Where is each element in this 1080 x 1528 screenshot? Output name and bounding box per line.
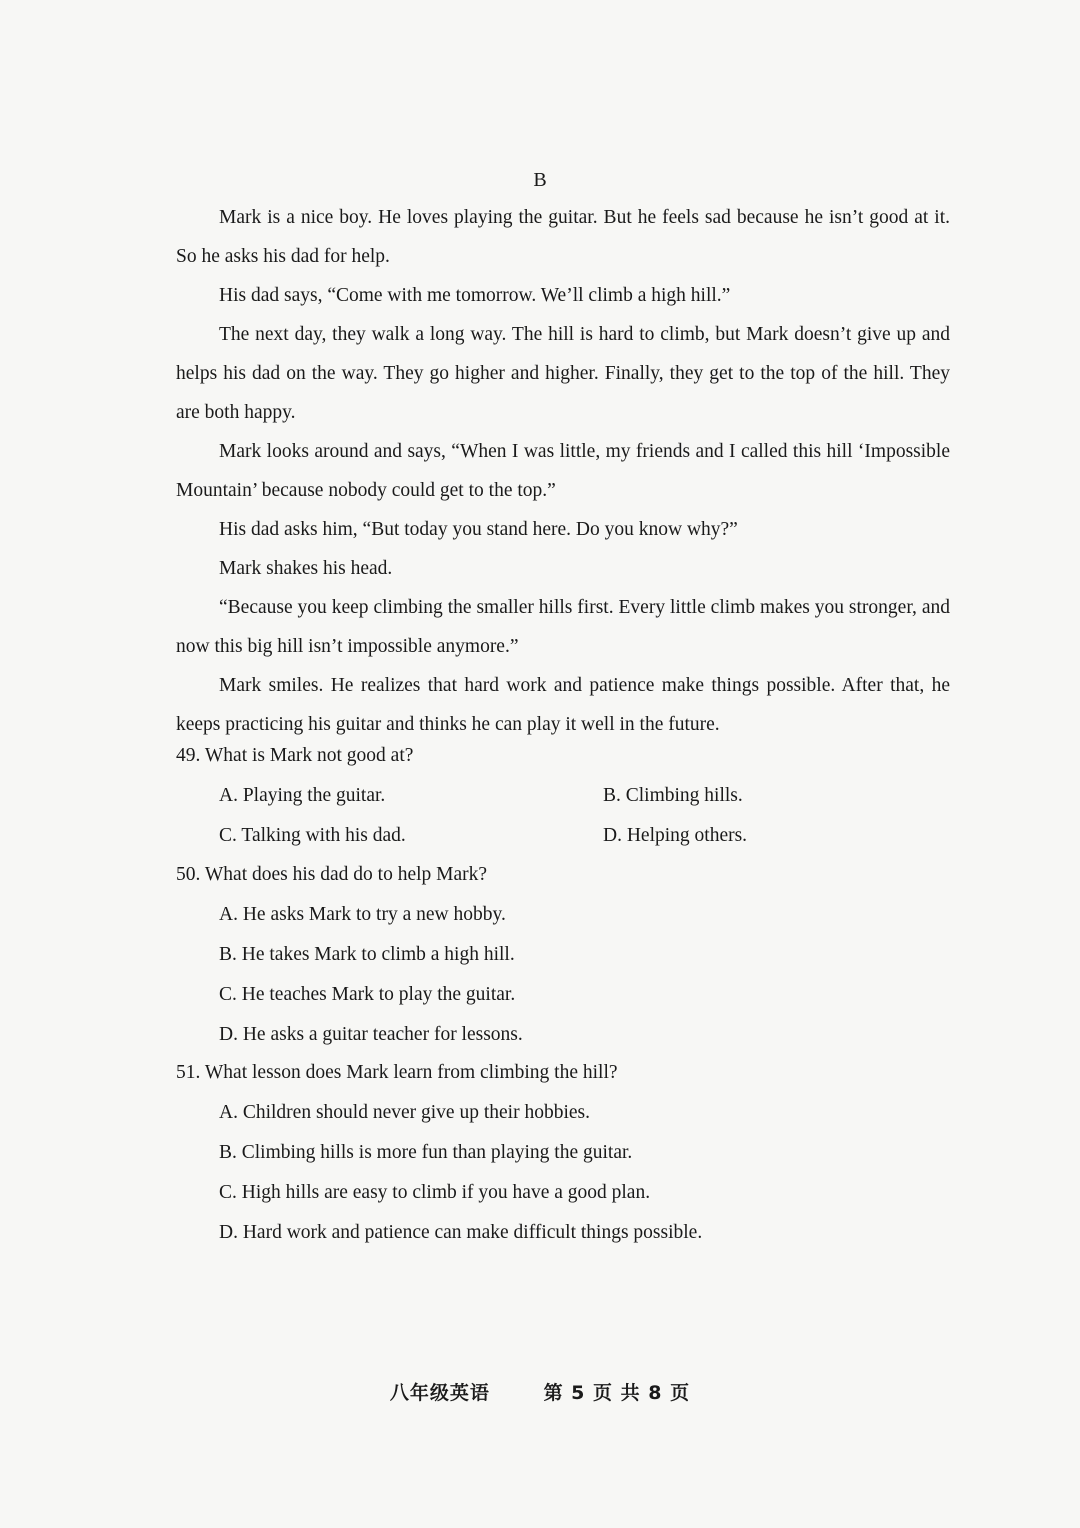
passage-paragraph: His dad asks him, “But today you stand here. Do you know why?” <box>219 519 738 540</box>
option-c: C. He teaches Mark to play the guitar. <box>219 984 516 1005</box>
question-stem: 50. What does his dad do to help Mark? <box>176 864 488 885</box>
passage-paragraph: Mark shakes his head. <box>219 558 393 579</box>
option-d: D. Helping others. <box>603 825 748 846</box>
section-title: B <box>533 169 547 191</box>
question-49 <box>176 736 976 856</box>
passage-paragraph: The next day, they walk a long way. The hill is hard to climb, but Mark doesn’t give up and helps his dad on the way. They go higher and higher. Finally, they get to the top of the hill. They are both happy. <box>176 324 950 423</box>
question-options <box>176 1093 976 1253</box>
question-options <box>176 776 976 856</box>
question-50 <box>176 855 976 1055</box>
passage-paragraph: Mark is a nice boy. He loves playing the guitar. But he feels sad because he isn’t good at it. So he asks his dad for help. <box>176 207 950 267</box>
option-a: A. Playing the guitar. <box>219 785 386 806</box>
passage-paragraph: His dad says, “Come with me tomorrow. We’ll climb a high hill.” <box>219 285 731 306</box>
option-d: D. Hard work and patience can make difficult things possible. <box>219 1222 703 1243</box>
option-d: D. He asks a guitar teacher for lessons. <box>219 1024 523 1045</box>
footer-page-number: 第 5 页 共 8 页 <box>543 1382 691 1404</box>
footer-subject: 八年级英语 <box>389 1382 490 1404</box>
reading-passage <box>176 198 950 744</box>
question-stem: 51. What lesson does Mark learn from climbing the hill? <box>176 1062 618 1083</box>
question-stem: 49. What is Mark not good at? <box>176 745 414 766</box>
option-a: A. Children should never give up their hobbies. <box>219 1102 590 1123</box>
option-b: B. He takes Mark to climb a high hill. <box>219 944 515 965</box>
option-b: B. Climbing hills is more fun than playing the guitar. <box>219 1142 633 1163</box>
question-51 <box>176 1053 976 1253</box>
option-c: C. Talking with his dad. <box>219 825 406 846</box>
passage-paragraph: Mark smiles. He realizes that hard work and patience make things possible. After that, he keeps practicing his guitar and thinks he can play it well in the future. <box>176 675 950 735</box>
passage-paragraph: “Because you keep climbing the smaller hills first. Every little climb makes you stronger, and now this big hill isn’t impossible anymore.” <box>176 597 950 657</box>
option-b: B. Climbing hills. <box>603 785 743 806</box>
question-options <box>176 895 976 1055</box>
page-footer <box>0 1378 1080 1405</box>
option-a: A. He asks Mark to try a new hobby. <box>219 904 506 925</box>
option-c: C. High hills are easy to climb if you have a good plan. <box>219 1182 651 1203</box>
passage-paragraph: Mark looks around and says, “When I was little, my friends and I called this hill ‘Impossible Mountain’ because nobody could get to the top.” <box>176 441 950 501</box>
